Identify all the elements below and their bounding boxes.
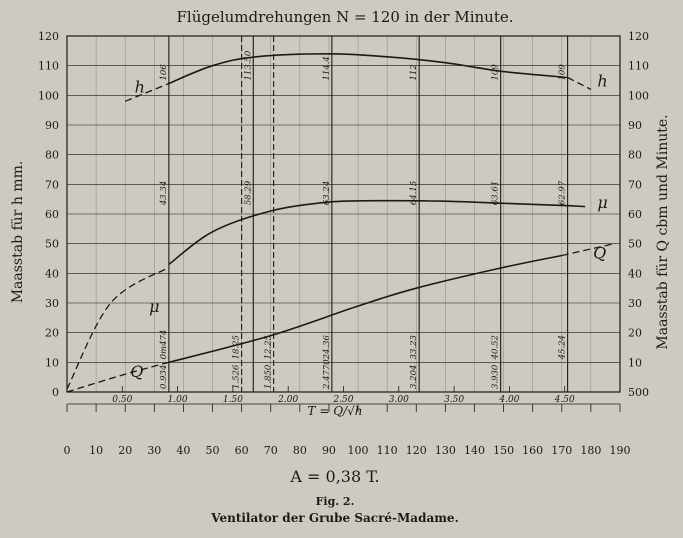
marker-label-mid: 63.61: [490, 180, 501, 206]
secondary-tick-label: 3.50: [444, 395, 465, 405]
x-tick-label: 0: [63, 444, 71, 457]
curves: [67, 54, 614, 392]
secondary-tick-label: 2.50: [333, 395, 354, 405]
curve-label: h: [134, 77, 145, 97]
marker-label-lower: 40.52: [490, 335, 501, 360]
y-tick-left: 70: [45, 178, 59, 192]
y-tick-left: 60: [45, 208, 59, 221]
y-tick-right: 110: [628, 59, 649, 73]
marker-label-lower: 12.25: [263, 335, 274, 360]
x-tick-label: 80: [292, 444, 307, 457]
y-tick-left: 10: [45, 356, 59, 370]
marker-label-top: 109: [557, 64, 568, 81]
curve-mu-dashed-start: [67, 267, 169, 389]
x-tick-label: 190: [609, 444, 631, 457]
y-tick-left: 120: [38, 30, 59, 43]
secondary-tick-label: 3.00: [388, 395, 409, 405]
marker-label-lower: 18.25: [231, 335, 242, 360]
curve-label: Q: [593, 243, 607, 263]
secondary-tick-label: 1.50: [222, 395, 243, 405]
curve-h-dashed-end: [568, 78, 591, 90]
secondary-tick-label: 2.00: [278, 395, 299, 405]
x-tick-label: 40: [176, 444, 191, 457]
marker-label-top: 112: [409, 64, 420, 81]
y-tick-right: 80: [628, 148, 642, 162]
y-tick-right: 60: [628, 208, 642, 221]
marker-label-lower: 0m474: [158, 329, 169, 360]
y-tick-right: 50: [628, 237, 642, 251]
x-tick-label: 50: [205, 444, 220, 457]
x-tick-label: 110: [376, 444, 398, 457]
y-tick-right: 120: [628, 30, 649, 43]
marker-label-bottom: 3.930: [490, 364, 501, 390]
y-tick-left: 110: [38, 59, 59, 73]
curve-h: [169, 54, 568, 84]
secondary-tick-label: 0.50: [112, 395, 133, 405]
x-tick-label: 60: [234, 444, 249, 457]
marker-label-top: 114.4: [321, 56, 332, 81]
marker-label-bottom: 1.850: [263, 364, 274, 390]
curve-h-dashed-start: [125, 84, 169, 102]
y-tick-right: 30: [628, 297, 642, 310]
marker-label-bottom: 2.4770: [321, 359, 332, 390]
marker-label-bottom: 1.526: [231, 364, 242, 390]
x-tick-label: 170: [551, 444, 573, 457]
y-tick-left: 40: [45, 267, 59, 281]
secondary-axis-label: T = Q/√h: [307, 404, 363, 418]
y-tick-right: 90: [628, 119, 642, 132]
y-tick-right: 70: [628, 178, 642, 192]
marker-label-lower: 24.36: [321, 335, 332, 360]
x-tick-label: 10: [89, 444, 104, 457]
x-tick-label: 140: [463, 444, 485, 457]
figure-caption: Ventilator der Grube Sacré-Madame.: [211, 511, 459, 525]
y-tick-left: 90: [45, 119, 59, 132]
curve-label: μ: [597, 193, 608, 213]
curve-q: [169, 256, 562, 363]
x-tick-label: 120: [405, 444, 427, 457]
marker-label-mid: 43.34: [158, 180, 169, 206]
x-axis-label: A = 0,38 T.: [290, 467, 380, 486]
x-tick-label: 20: [118, 444, 133, 457]
secondary-tick-label: 4.50: [554, 395, 575, 405]
marker-label-lower: 45.24: [557, 335, 568, 360]
y-tick-right: 40: [628, 267, 642, 281]
marker-label-bottom: 3.204: [409, 364, 420, 390]
marker-label-top: 106: [158, 64, 169, 81]
curve-labels: [130, 71, 607, 381]
y-tick-right: 100: [628, 89, 649, 103]
marker-label-mid: 62.97: [557, 180, 568, 206]
marker-label-top: 113.50: [243, 50, 254, 81]
figure-number: Fig. 2.: [315, 495, 355, 508]
y-tick-right: 500: [628, 386, 649, 399]
x-tick-label: 90: [321, 444, 336, 457]
y-axis-label-left: Maasstab für h mm.: [10, 160, 26, 304]
grid: [67, 36, 620, 392]
secondary-tick-label: 4.00: [499, 395, 520, 405]
y-tick-left: 50: [45, 237, 59, 251]
marker-label-top: 109: [490, 64, 501, 81]
y-axis-label-right: Maasstab für Q cbm und Minute.: [655, 114, 671, 350]
x-tick-label: 30: [147, 444, 162, 457]
x-tick-label: 100: [347, 444, 369, 457]
y-tick-right: 10: [628, 356, 642, 370]
x-tick-label: 180: [580, 444, 602, 457]
y-tick-left: 0: [52, 386, 59, 399]
marker-label-mid: 63.24: [321, 180, 332, 206]
x-tick-label: 130: [434, 444, 456, 457]
curve-mu: [169, 201, 585, 265]
x-tick-label: 70: [263, 444, 278, 457]
y-tick-left: 100: [38, 89, 59, 103]
marker-label-bottom: 0.934: [158, 364, 169, 390]
x-tick-label: 150: [493, 444, 515, 457]
curve-label: Q: [130, 362, 144, 382]
marker-label-lower: 33.23: [409, 335, 420, 360]
curve-q-dashed-start: [67, 362, 169, 392]
y-tick-left: 80: [45, 148, 59, 162]
y-tick-left: 20: [45, 326, 59, 340]
y-tick-left: 30: [45, 297, 59, 310]
curve-q-dashed-end: [562, 244, 614, 256]
chart-title: Flügelumdrehungen N = 120 in der Minute.: [176, 8, 514, 26]
secondary-tick-label: 1.00: [167, 395, 188, 405]
curve-label: μ: [149, 296, 160, 316]
x-tick-label: 160: [522, 444, 544, 457]
marker-label-mid: 58.29: [243, 180, 254, 206]
marker-label-mid: 64.15: [409, 180, 420, 206]
curve-label: h: [597, 71, 608, 91]
y-tick-right: 20: [628, 326, 642, 340]
